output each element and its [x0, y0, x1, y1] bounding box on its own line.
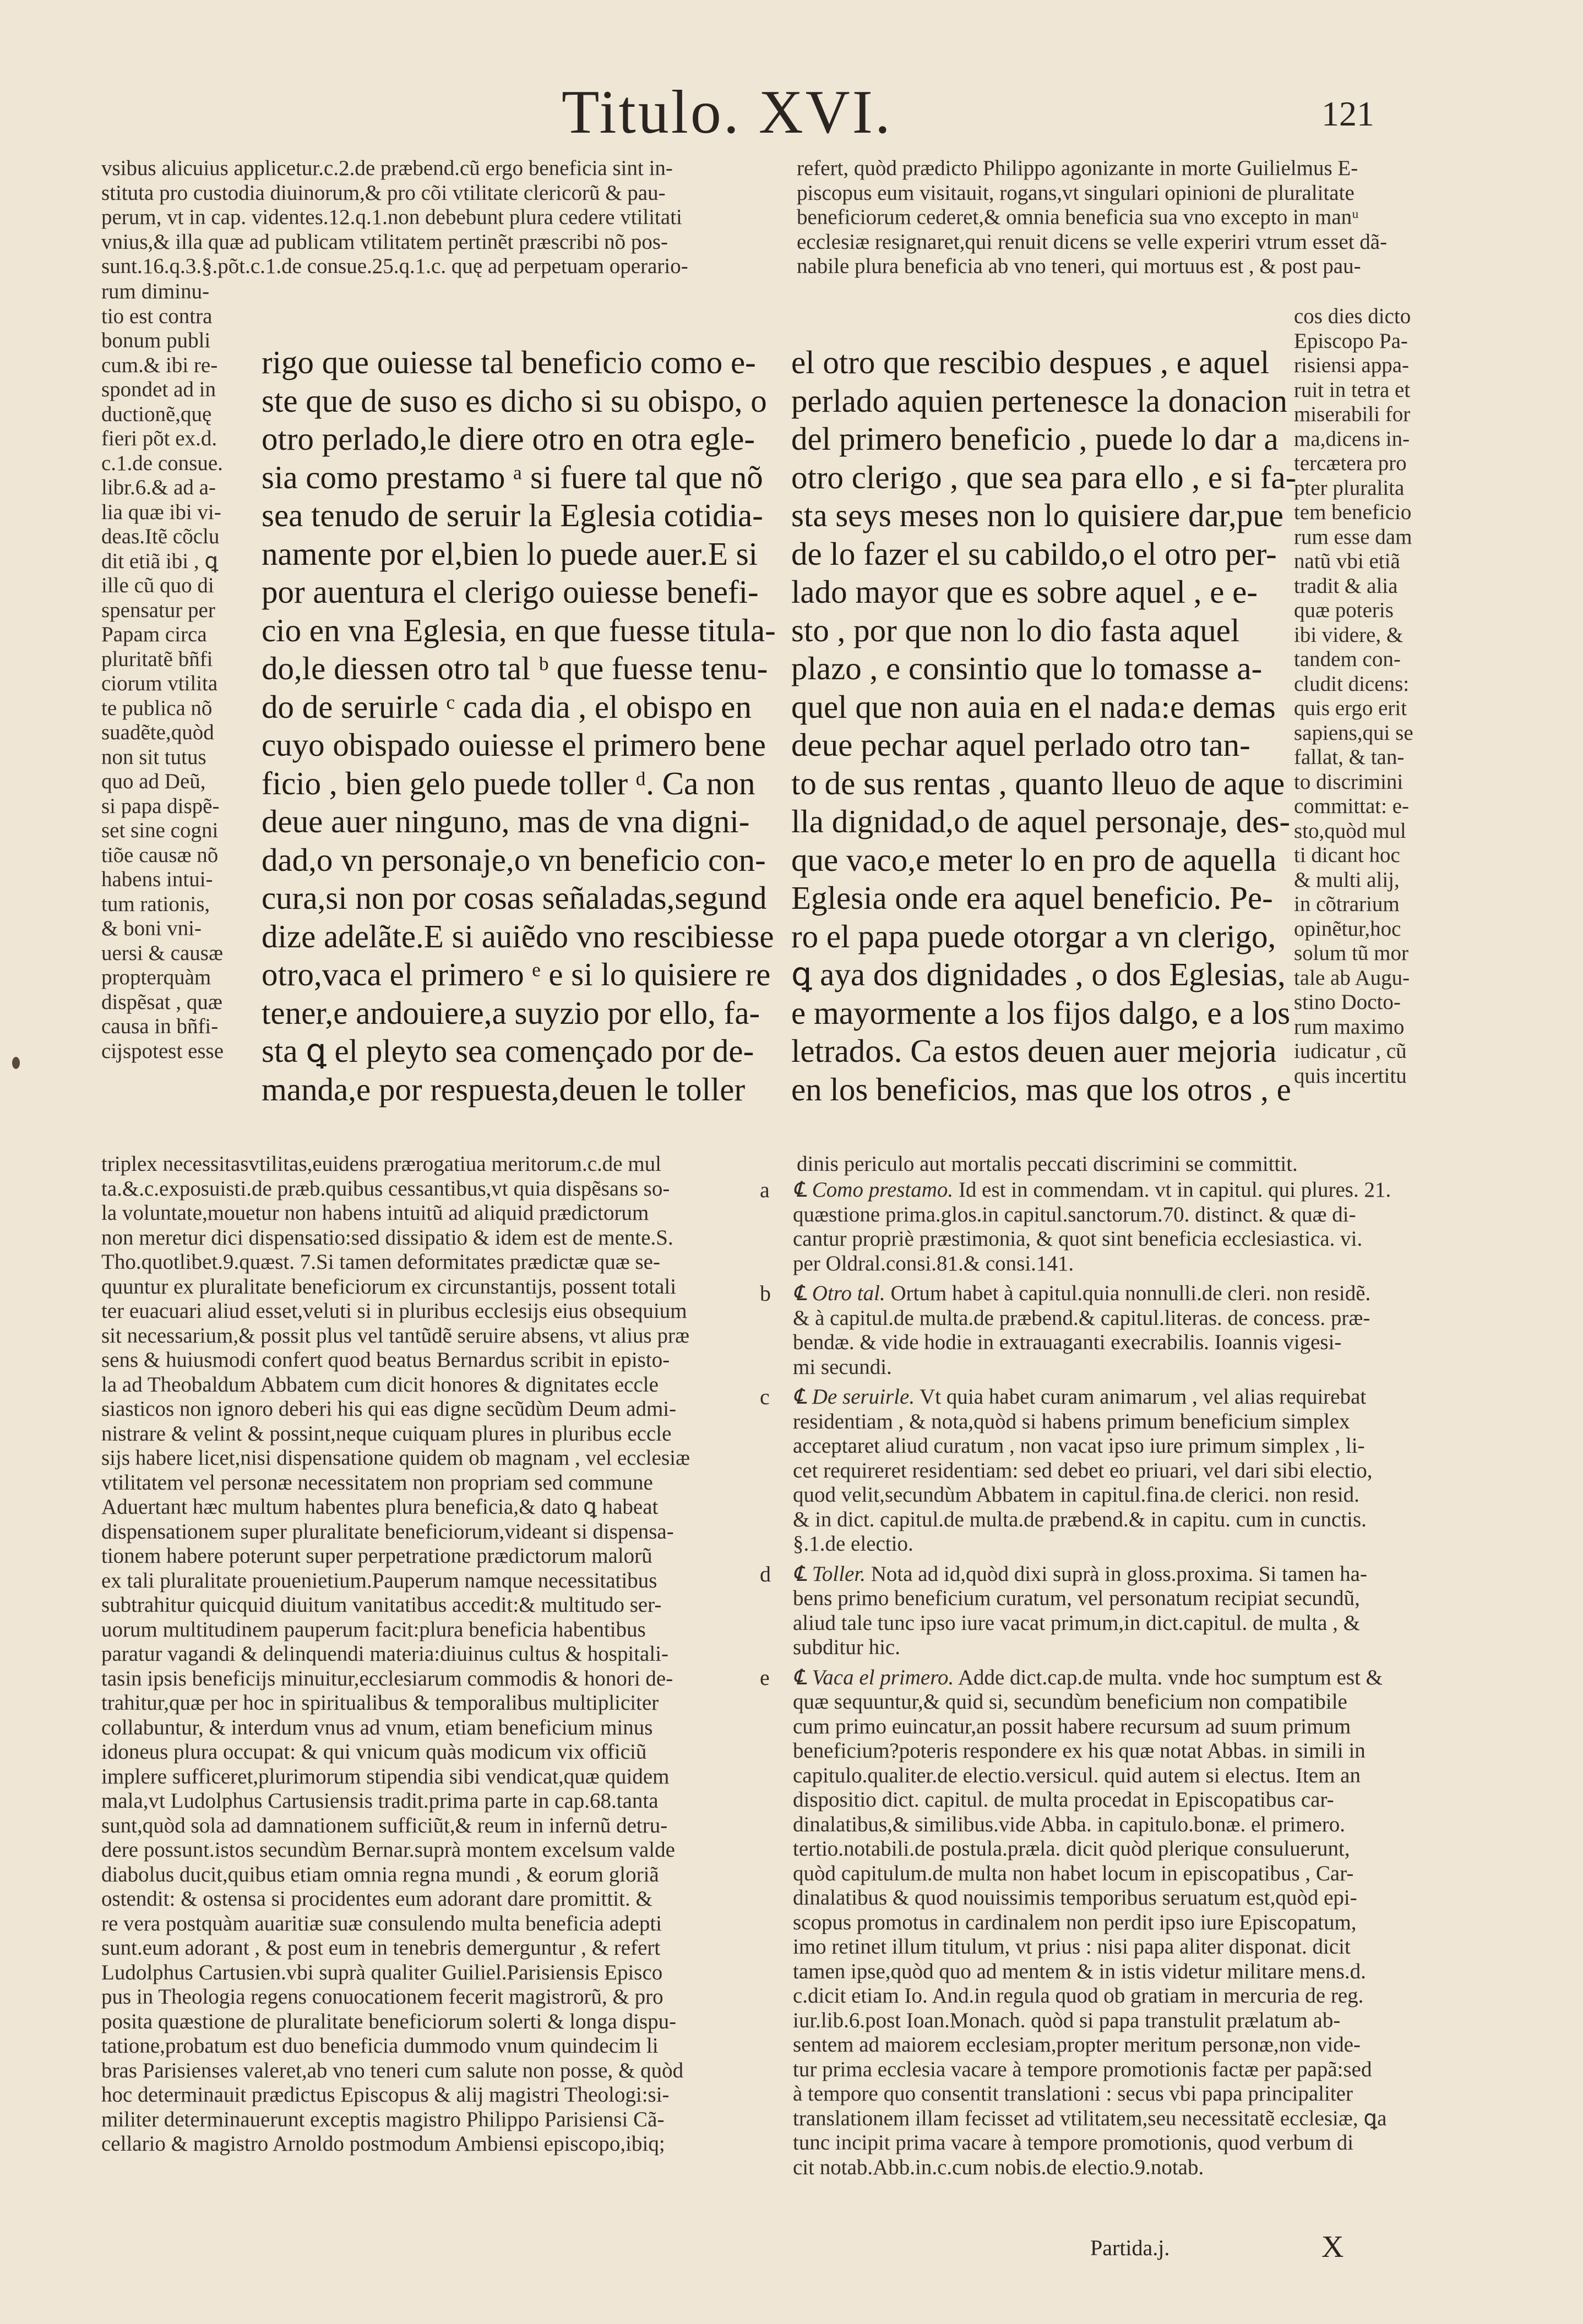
note-lemma: ℄ Vaca el primero. [793, 1665, 954, 1689]
note-text: Vt quia habet curam animarum , vel alias requirebat [920, 1385, 1367, 1409]
main-text-line: dize adelãte.E si auiẽdo vno rescibiesse [262, 918, 774, 954]
main-text-line: sta ꝗ el pleyto sea començado por de- [262, 1033, 754, 1069]
gloss-line: piscopus eum visitauit, rogans,vt singulari opinioni de pluralitate [797, 181, 1354, 205]
gloss-line: spensatur per [101, 598, 215, 622]
gloss-line: ti dicant hoc [1294, 843, 1400, 867]
note-line: à tempore quo consentit translationi : secus vbi papa principaliter [793, 2082, 1353, 2105]
gloss-line: Papam circa [101, 623, 207, 646]
main-text-line: otro,vaca el primero ᵉ e si lo quisiere re [262, 956, 771, 992]
gloss-line: nabile plura beneficia ab vno teneri, qui mortuus est , & post pau- [797, 254, 1361, 278]
note-line: §.1.de electio. [793, 1532, 913, 1556]
main-text-line: Eglesia onde era aquel beneficio. Pe- [791, 880, 1273, 916]
main-text-line: cuyo obispado ouiesse el primero bene [262, 727, 766, 763]
gloss-line: tionem habere poterunt super perpetratione prædictorum malorũ [101, 1544, 652, 1568]
note-body [793, 1562, 1448, 1660]
gloss-line: ruit in tetra et [1294, 378, 1411, 402]
gloss-line: sit necessarium,& possit plus vel tantũdẽ seruire absens, vt alius præ [101, 1323, 689, 1348]
gloss-line: cijspotest esse [101, 1039, 224, 1063]
gloss-line: posita quæstione de pluralitate beneficiorum solerti & longa dispu- [101, 2009, 677, 2033]
main-text-line: ꝗ aya dos dignidades , o dos Eglesias, [791, 956, 1286, 992]
gloss-line: lia quæ ibi vi- [101, 500, 221, 524]
gloss-line: te publica nõ [101, 696, 213, 720]
gloss-line: solum tũ mor [1294, 941, 1409, 965]
main-text-line: do de seruirle ᶜ cada dia , el obispo en [262, 688, 752, 725]
gloss-line: sunt.eum adorant , & post eum in tenebris demerguntur , & refert [101, 1936, 661, 1960]
note-line: beneficium?poteris respondere ex his quæ notat Abbas. in simili in [793, 1739, 1366, 1763]
gloss-line: cos dies dicto [1294, 304, 1411, 328]
note-line: sentem ad maiorem ecclesiam,propter meritum personæ,non vide- [793, 2033, 1361, 2056]
ink-stain [12, 1057, 20, 1069]
gloss-line: dit etiã ibi , ꝗ [101, 549, 219, 573]
main-text-line: del primero beneficio , puede lo dar a [791, 421, 1279, 457]
gloss-note [760, 1562, 1448, 1660]
note-text: Adde dict.cap.de multa. vnde hoc sumptum est & [958, 1665, 1383, 1689]
gloss-line: cellario & magistro Arnoldo postmodum Ambiensi episcopo,ibiq; [101, 2132, 665, 2156]
note-letter: e [760, 1665, 770, 1690]
gloss-right-continuation: dinis periculo aut mortalis peccati discrimini se committit. [797, 1152, 1298, 1176]
gloss-line: quuntur ex pluralitate beneficiorum ex circunstantijs, possent totali [101, 1274, 677, 1299]
note-lemma: ℄ De seruirle. [793, 1385, 915, 1409]
gloss-line: mala,vt Ludolphus Cartusiensis tradit.prima parte in cap.68.tanta [101, 1789, 659, 1813]
gloss-line: risiensi appa- [1294, 353, 1410, 377]
main-text-line: ro el papa puede otorgar a vn clerigo, [791, 918, 1276, 954]
gloss-line: c.1.de consue. [101, 451, 223, 475]
gloss-line: ma,dicens in- [1294, 427, 1410, 451]
gloss-line: quo ad Deũ, [101, 770, 206, 793]
gloss-notes-right [760, 1178, 1448, 2180]
gloss-line: bras Parisienses valeret,ab vno teneri cum salute non posse, & quòd [101, 2058, 684, 2082]
note-body [793, 1281, 1448, 1379]
gloss-line: ibi videre, & [1294, 623, 1404, 647]
gloss-line: militer determinauerunt exceptis magistro Philippo Parisiensi Cã- [101, 2107, 665, 2131]
gloss-note [760, 1281, 1448, 1379]
main-text-line: quel que non auia en el nada:e demas [791, 688, 1276, 725]
note-text: Id est in commendam. vt in capitul. qui plures. 21. [958, 1178, 1391, 1202]
gloss-line: stino Docto- [1294, 990, 1401, 1014]
gloss-line: & multi alij, [1294, 868, 1400, 892]
gloss-line: Ludolphus Cartusien.vbi suprà qualiter Guiliel.Parisiensis Episco [101, 1960, 663, 1984]
note-line: cet requireret residentiam: sed debet eo priuari, vel dari sibi electio, [793, 1458, 1373, 1482]
gloss-line: tum rationis, [101, 892, 210, 916]
gloss-line: pter pluralita [1294, 476, 1405, 500]
gloss-line: vtilitatem vel personæ necessitatem non propriam sed commune [101, 1470, 653, 1494]
gloss-line: vsibus alicuius applicetur.c.2.de præbend.cũ ergo beneficia sint in- [101, 156, 673, 180]
gloss-line: ter euacuari aliud esset,veluti si in pluribus ecclesijs eius obsequium [101, 1299, 687, 1323]
note-body [793, 1666, 1448, 2180]
gloss-line: to discrimini [1294, 770, 1404, 794]
page-number: 121 [1321, 94, 1374, 133]
gloss-note [760, 1178, 1448, 1276]
gloss-line: tem beneficio [1294, 500, 1412, 524]
note-first-line [793, 1562, 1448, 1587]
gloss-line: dispensationem super pluralitate beneficiorum,videant si dispensa- [101, 1519, 674, 1543]
main-text-line: otro perlado,le diere otro en otra egle- [262, 421, 755, 457]
gloss-line: opinẽtur,hoc [1294, 916, 1401, 941]
note-line: & à capitul.de multa.de præbend.& capitul.literas. de concess. præ- [793, 1306, 1370, 1330]
gloss-line: ostendit: & ostensa si procidentes eum adorant dare promittit. & [101, 1887, 652, 1911]
gloss-line: la voluntate,mouetur non habens intuitũ ad aliquid prædictorum [101, 1201, 649, 1225]
gloss-line: ductionẽ,quę [101, 402, 212, 426]
gloss-line: rum esse dam [1294, 525, 1412, 549]
gloss-line: tiõe causæ nõ [101, 843, 219, 867]
note-first-line [793, 1281, 1448, 1306]
note-lemma: ℄ Toller. [793, 1562, 866, 1586]
note-letter: c [760, 1384, 770, 1409]
note-text: Ortum habet à capitul.quia nonnulli.de cleri. non residẽ. [890, 1281, 1371, 1305]
note-line: subditur hic. [793, 1635, 900, 1659]
gloss-line: Aduertant hæc multum habentes plura beneficia,& dato ꝗ habeat [101, 1495, 659, 1519]
note-first-line [793, 1178, 1448, 1203]
note-line: quæ sequuntur,& quid si, secundùm beneficium non compatibile [793, 1690, 1347, 1714]
gloss-line: subtrahitur quicquid diuitum vanitatibus accedit:& multitudo ser- [101, 1593, 662, 1617]
note-line: quæstione prima.glos.in capitul.sanctorum.70. distinct. & quæ di- [793, 1202, 1356, 1226]
gloss-line: tio est contra [101, 304, 213, 328]
main-text-line: e mayormente a los fijos dalgo, e a los [791, 994, 1291, 1031]
gloss-line: tatione,probatum est duo beneficia dummodo vnum quindecim li [101, 2034, 659, 2058]
note-line: tunc incipit prima vacare à tempore promotionis, quod verbum di [793, 2131, 1354, 2154]
note-lemma: ℄ Otro tal. [793, 1281, 885, 1305]
gloss-line: cludit dicens: [1294, 672, 1410, 696]
note-line: capitulo.qualiter.de electio.versicul. quid autem si electus. Item an [793, 1763, 1361, 1787]
gloss-line: sijs habere licet,nisi dispensatione quidem ob magnam , vel ecclesiæ [101, 1446, 690, 1470]
signature-mark: Partida.j. [1090, 2235, 1170, 2260]
gloss-line: tandem con- [1294, 647, 1401, 671]
main-text-line: el otro que rescibio despues , e aquel [791, 344, 1270, 380]
note-text: Nota ad id,quòd dixi suprà in gloss.proxima. Si tamen ha- [871, 1562, 1367, 1586]
note-line: bendæ. & vide hodie in extrauaganti execrabilis. Ioannis vigesi- [793, 1330, 1342, 1354]
note-lemma: ℄ Como prestamo. [793, 1178, 954, 1202]
gloss-line: bonum publi [101, 329, 211, 352]
main-text-line: tener,e andouiere,a suyzio por ello, fa- [262, 994, 760, 1031]
gloss-line: la ad Theobaldum Abbatem cum dicit honores & dignitates eccle [101, 1372, 659, 1396]
note-line: acceptaret aliud curatum , non vacat ipso iure primum simplex , li- [793, 1434, 1365, 1458]
main-text-line: sia como prestamo ᵃ si fuere tal que nõ [262, 459, 763, 495]
gloss-line: libr.6.& ad a- [101, 476, 216, 499]
main-text-line: sea tenudo de seruir la Eglesia cotidia- [262, 497, 763, 533]
main-text-line: lado mayor que es sobre aquel , e e- [791, 574, 1258, 610]
note-line: tamen ipse,quòd quo ad mentem & in istis videtur militare mens.d. [793, 1959, 1366, 1983]
note-line: tur prima ecclesia vacare à tempore promotionis factæ per papã:sed [793, 2057, 1372, 2081]
note-line: quòd capitulum.de multa non habet locum in episcopatibus , Car- [793, 1861, 1354, 1885]
gloss-line: & boni vni- [101, 916, 202, 940]
main-text-line: ficio , bien gelo puede toller ᵈ. Ca non [262, 765, 755, 801]
note-first-line [793, 1385, 1448, 1410]
gloss-line: set sine cogni [101, 819, 219, 842]
gloss-line: refert, quòd prædicto Philippo agonizante in morte Guilielmus E- [797, 156, 1358, 180]
main-text-line: en los beneficios, mas que los otros , e [791, 1071, 1291, 1108]
gloss-line: rum maximo [1294, 1014, 1405, 1039]
main-text-line: perlado aquien pertenesce la donacion [791, 382, 1287, 419]
main-text-line: sta seys meses non lo quisiere dar,pue [791, 497, 1283, 533]
note-line: scopus promotus in cardinalem non perdit ipso iure Episcopatum, [793, 1910, 1357, 1934]
gloss-line: natũ vbi etiã [1294, 549, 1400, 573]
gloss-line: ta.&.c.exposuisti.de præb.quibus cessantibus,vt quia dispẽsans so- [101, 1176, 670, 1201]
gloss-top-right [797, 156, 1446, 279]
note-line: dispositio dict. capitul. de multa procedat in Episcopatibus car- [793, 1788, 1334, 1812]
gloss-line: sens & huiusmodi confert quod beatus Bernardus scribit in episto- [101, 1348, 670, 1372]
gloss-line: ex tali pluralitate prouenietium.Pauperum namque necessitatibus [101, 1568, 657, 1592]
main-text-line: cura,si non por cosas señaladas,segund [262, 880, 767, 916]
gloss-line: fallat, & tan- [1294, 745, 1405, 769]
gloss-line: spondet ad in [101, 378, 216, 401]
note-line: translationem illam fecisset ad vtilitatem,seu necessitatẽ ecclesiæ, ꝗa [793, 2106, 1387, 2130]
note-line: c.dicit etiam Io. And.in regula quod ob gratiam in mercuria de reg. [793, 1984, 1364, 2007]
note-first-line [793, 1666, 1448, 1690]
gloss-line: quis ergo erit [1294, 696, 1407, 720]
gloss-right-margin [1294, 304, 1443, 1088]
main-text-line: lla dignidad,o de aquel personaje, des- [791, 803, 1291, 839]
gloss-line: uorum multitudinem pauperum facit:plura beneficia habentibus [101, 1617, 646, 1641]
note-line: per Oldral.consi.81.& consi.141. [793, 1251, 1074, 1275]
gloss-line: propterquàm [101, 965, 211, 989]
main-text-line: namente por el,bien lo puede auer.E si [262, 535, 758, 572]
gloss-line: cum.& ibi re- [101, 353, 218, 377]
gloss-line: quæ poteris [1294, 598, 1394, 622]
main-text-line: plazo , e consintio que lo tomasse a- [791, 650, 1263, 686]
main-text-right [791, 343, 1297, 1109]
gloss-line: causa in bñfi- [101, 1014, 219, 1038]
main-text-line: por auentura el clerigo ouiesse benefi- [262, 574, 759, 610]
note-letter: b [760, 1281, 771, 1306]
note-line: cit notab.Abb.in.c.cum nobis.de electio.9.notab. [793, 2155, 1204, 2179]
gloss-line: suadẽte,quòd [101, 721, 214, 744]
gloss-line: si papa dispẽ- [101, 794, 220, 818]
gloss-line: implere sufficeret,plurimorum stipendia sibi vendicat,quæ quidem [101, 1764, 670, 1788]
note-line: iur.lib.6.post Ioan.Monach. quòd si papa transtulit prælatum ab- [793, 2008, 1341, 2032]
main-text-line: manda,e por respuesta,deuen le toller [262, 1071, 746, 1108]
note-line: dinalatibus,& similibus.vide Abba. in capitulo.bonæ. el primero. [793, 1812, 1346, 1836]
main-text-line: do,le diessen otro tal ᵇ que fuesse tenu- [262, 650, 768, 686]
gloss-line: rum diminu- [101, 280, 210, 303]
gloss-line: tradit & alia [1294, 574, 1398, 598]
note-line: cum primo euincatur,an possit habere recursum ad suum primum [793, 1714, 1351, 1738]
note-line: tertio.notabili.de postula.præla. dicit quòd plerique consuluerunt, [793, 1837, 1350, 1861]
gloss-line: pluritatẽ bñfi [101, 647, 213, 671]
gloss-line: committat: e- [1294, 794, 1410, 818]
gloss-line: sunt,quòd sola ad damnationem sufficiũt,& reum in infernũ detru- [101, 1813, 668, 1837]
gloss-line: tercætera pro [1294, 451, 1407, 475]
gloss-line: dere possunt.istos secundùm Bernar.suprà montem excelsum valde [101, 1838, 675, 1862]
main-text-line: de lo fazer el su cabildo,o el otro per- [791, 535, 1277, 572]
gloss-line: sto,quòd mul [1294, 819, 1406, 843]
gloss-line: uersi & causæ [101, 941, 223, 965]
gloss-line: Episcopo Pa- [1294, 329, 1408, 353]
main-text-line: otro clerigo , que sea para ello , e si fa- [791, 459, 1297, 495]
gloss-line: ecclesiæ resignaret,qui renuit dicens se velle experiri vtrum esset dã- [797, 230, 1388, 254]
gloss-note [760, 1666, 1448, 2180]
gloss-line: sunt.16.q.3.§.põt.c.1.de consue.25.q.1.c. quę ad perpetuam operario- [101, 254, 688, 278]
gloss-line: ciorum vtilita [101, 672, 218, 695]
gloss-line: dispẽsat , quæ [101, 990, 222, 1014]
gloss-line: quis incertitu [1294, 1063, 1407, 1088]
gloss-line: deas.Itẽ cõclu [101, 525, 220, 548]
gloss-line: diabolus ducit,quibus etiam omnia regna mundi , & eorum gloriã [101, 1862, 659, 1886]
main-text-line: rigo que ouiesse tal beneficio como e- [262, 344, 756, 380]
main-text-line: letrados. Ca estos deuen auer mejoria [791, 1033, 1277, 1069]
main-text-line: deue auer ninguno, mas de vna digni- [262, 803, 750, 839]
note-body [793, 1385, 1448, 1557]
gloss-line: hoc determinauit prædictus Episcopus & alij magistri Theologi:si- [101, 2083, 670, 2107]
note-line: quod velit,secundùm Abbatem in capitul.fina.de clerici. non resid. [793, 1483, 1359, 1507]
gloss-line: tale ab Augu- [1294, 965, 1410, 990]
gloss-line: fieri põt ex.d. [101, 427, 217, 450]
gloss-left-margin [101, 280, 239, 1063]
main-text-line: ste que de suso es dicho si su obispo, o [262, 382, 767, 419]
gloss-line: collabuntur, & interdum vnus ad vnum, etiam beneficium minus [101, 1715, 653, 1739]
gloss-line: stituta pro custodia diuinorum,& pro cõi vtilitate clericorũ & pau- [101, 181, 666, 205]
gloss-line: nistrare & velint & possint,neque cuiquam plures in pluribus eccle [101, 1421, 672, 1445]
running-title: Titulo. XVI. [562, 78, 893, 146]
gloss-line: miserabili for [1294, 402, 1411, 426]
note-line: & in dict. capitul.de multa.de præbend.& in capitu. cum in cunctis. [793, 1507, 1367, 1531]
main-text-line: sto , por que non lo dio fasta aquel [791, 612, 1240, 648]
main-text-line: dad,o vn personaje,o vn beneficio con- [262, 841, 766, 878]
gloss-line: non meretur dici dispensatio:sed dissipatio & idem est de mente.S. [101, 1225, 673, 1250]
gloss-line: perum, vt in cap. videntes.12.q.1.non debebunt plura cedere vtilitati [101, 205, 682, 229]
gloss-top-left [101, 156, 751, 279]
gloss-line: idoneus plura occupat: & qui vnicum quàs modicum vix officiũ [101, 1740, 647, 1764]
gloss-line: in cõtrarium [1294, 892, 1400, 916]
note-line: mi secundi. [793, 1355, 892, 1379]
gloss-line: triplex necessitasvtilitas,euidens prærogatiua meritorum.c.de mul [101, 1152, 661, 1176]
gloss-line: tasin ipsis beneficijs minuitur,ecclesiarum commodis & honori de- [101, 1666, 673, 1690]
main-text-line: deue pechar aquel perlado otro tan- [791, 727, 1250, 763]
gloss-line: sapiens,qui se [1294, 721, 1413, 745]
note-line: residentiam , & nota,quòd si habens primum beneficium simplex [793, 1409, 1350, 1433]
note-body [793, 1178, 1448, 1276]
gloss-line: siasticos non ignoro deberi his qui eas digne secũdùm Deum admi- [101, 1397, 677, 1421]
main-text-line: que vaco,e meter lo en pro de aquella [791, 841, 1277, 878]
gloss-line: trahitur,quæ per hoc in spiritualibus & temporalibus multipliciter [101, 1691, 659, 1715]
gloss-line: pus in Theologia regens conuocationem fecerit magistrorũ, & pro [101, 1985, 663, 2009]
gloss-bottom-left [101, 1152, 751, 2157]
note-line: imo retinet illum titulum, vt prius : nisi papa aliter disponat. dicit [793, 1935, 1351, 1959]
note-letter: a [760, 1177, 770, 1202]
gloss-line: beneficiorum cederet,& omnia beneficia sua vno excepto in manᵘ [797, 205, 1359, 229]
main-text-line: to de sus rentas , quanto lleuo de aque [791, 765, 1285, 801]
gloss-line: re vera postquàm auaritiæ suæ consulendo multa beneficia adepti [101, 1911, 662, 1935]
note-line: aliud tale tunc ipso iure vacat primum,in dict.capitul. de multa , & [793, 1611, 1360, 1635]
gloss-line: iudicatur , cũ [1294, 1039, 1407, 1063]
gloss-line: paratur vagandi & delinquendi materia:diuinus cultus & hospitali- [101, 1642, 669, 1666]
main-text-left [262, 343, 776, 1109]
main-text-line: cio en vna Eglesia, en que fuesse titula- [262, 612, 776, 648]
gloss-line: Tho.quotlibet.9.quæst. 7.Si tamen deformitates prædictæ quæ se- [101, 1250, 660, 1274]
gloss-line: vnius,& illa quæ ad publicam vtilitatem pertinẽt præscribi nõ pos- [101, 230, 668, 254]
gloss-line: non sit tutus [101, 745, 206, 769]
note-line: dinalatibus & quod nouissimis temporibus seruatum est,quòd epi- [793, 1886, 1357, 1910]
gloss-line: ille cũ quo di [101, 574, 214, 597]
note-letter: d [760, 1561, 771, 1586]
note-line: bens primo beneficium curatum, vel personatum recipiat secundũ, [793, 1586, 1360, 1610]
catchword: X [1321, 2230, 1344, 2264]
gloss-line: habens intui- [101, 868, 213, 891]
note-line: cantur propriè præstimonia, & quot sint beneficia ecclesiastica. vi. [793, 1227, 1363, 1251]
gloss-note [760, 1385, 1448, 1557]
